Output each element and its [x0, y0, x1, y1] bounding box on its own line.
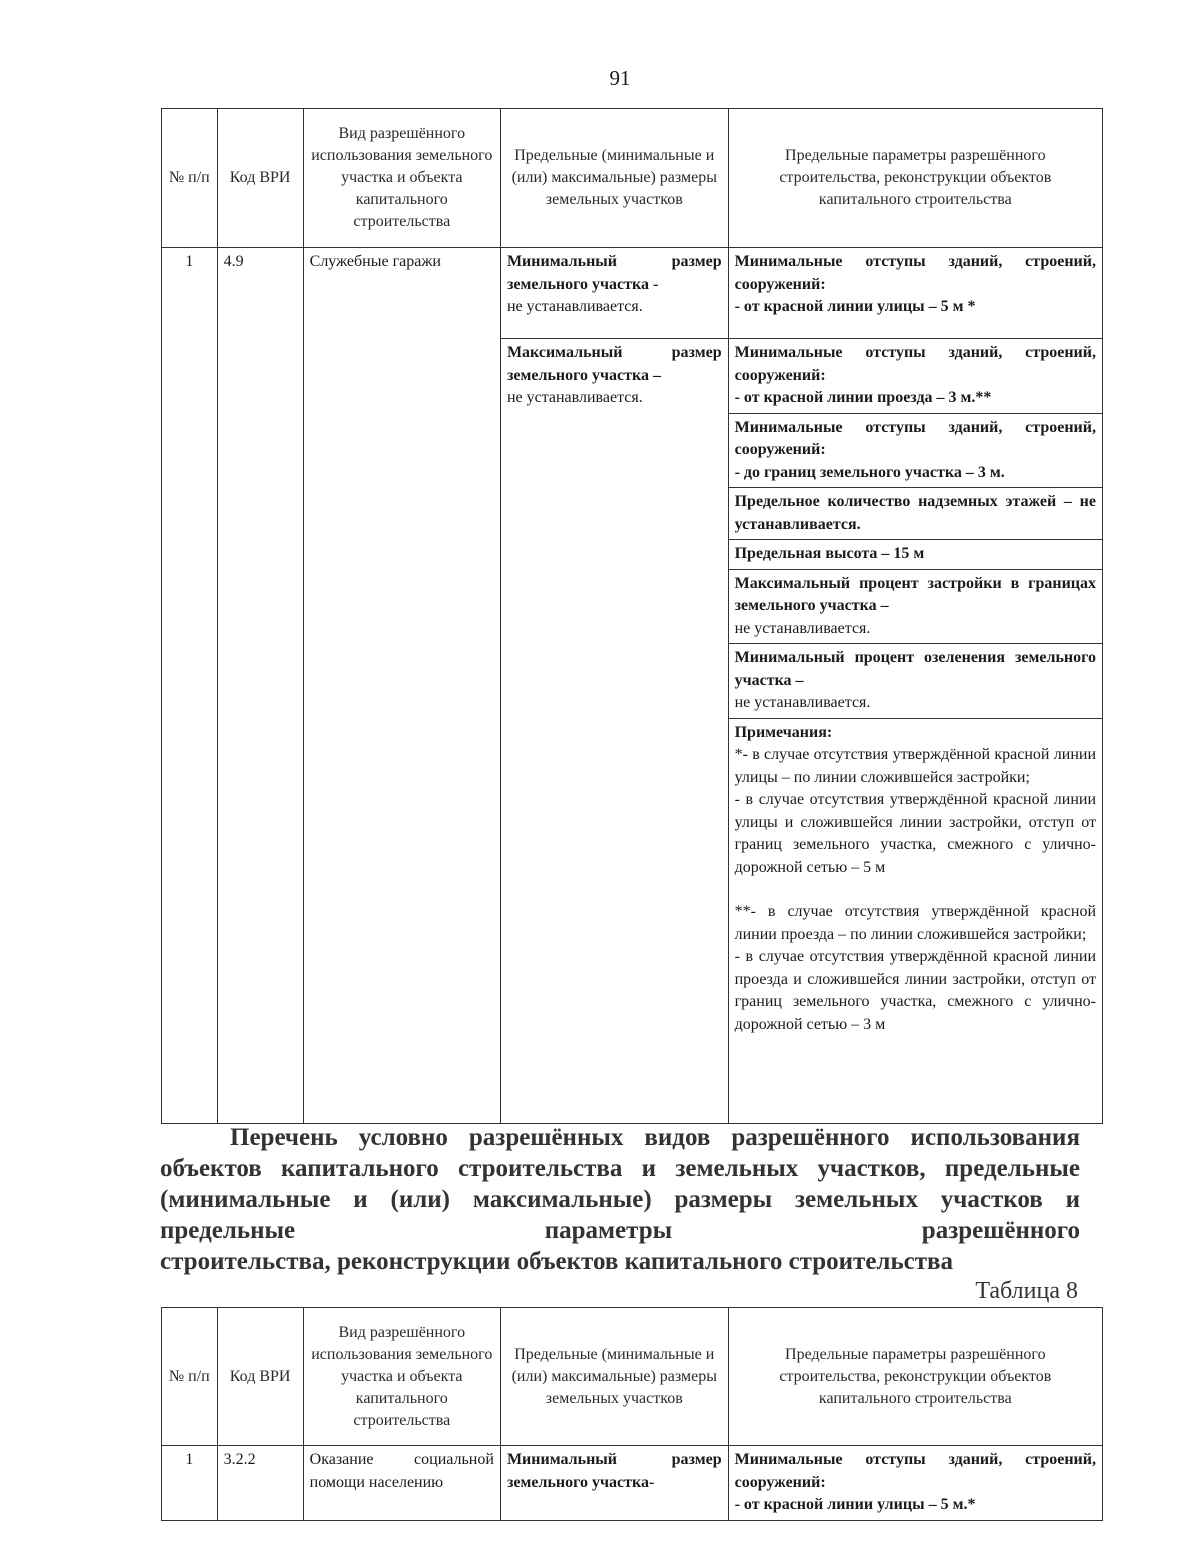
- header-use-type: Вид разрешённого использования земельного участка и объекта капитального строительства: [303, 109, 500, 248]
- row-use-type: Оказание социальной помощи населению: [303, 1446, 500, 1521]
- row-number: 1: [162, 248, 218, 1124]
- notes-title: Примечания:: [734, 723, 833, 741]
- note-1a: *- в случае отсутствия утверждённой красной линии улицы – по линии сложившейся застройки;: [734, 746, 1096, 786]
- min-plot-size-title: Минимальный размер земельного участка-: [500, 1446, 728, 1521]
- param-title: Минимальные отступы зданий, строений, сооружений:: [734, 1451, 1096, 1491]
- header-number: № п/п: [162, 1308, 218, 1446]
- note-2b: - в случае отсутствия утверждённой красной линии проезда и сложившейся линии застройки, отступ от границ земельного участка, смежного с улично-дорожной сетью – 3 м: [734, 948, 1096, 1033]
- param-title: Минимальные отступы зданий, строений, сооружений:: [734, 418, 1096, 458]
- table-header-row: [162, 109, 1103, 248]
- note-1b: - в случае отсутствия утверждённой красной линии улицы и сложившейся линии застройки, отступ от границ земельного участка, смежного с улично-дорожной сетью – 5 м: [734, 791, 1096, 876]
- param-max-height: Предельная высота – 15 м: [728, 540, 1102, 570]
- notes-cell: [728, 718, 1102, 1123]
- header-use-type: Вид разрешённого использования земельного участка и объекта капитального строительства: [303, 1308, 500, 1446]
- row-code: 3.2.2: [217, 1446, 303, 1521]
- table-header-row: [162, 1308, 1103, 1446]
- param-title: Максимальный процент застройки в границах земельного участка –: [734, 574, 1096, 614]
- section-heading-body: Перечень условно разрешённых видов разрешённого использования объектов капитального строительства и земельных участков, предельные (минимальные и (или) максимальные) размеры земельных участков и предельные параметры разрешённого: [160, 1124, 1080, 1244]
- header-construction-params: Предельные параметры разрешённого строительства, реконструкции объектов капитального строительства: [728, 109, 1102, 248]
- param-title: Минимальный процент озеленения земельного участка –: [734, 649, 1096, 689]
- header-code: Код ВРИ: [217, 109, 303, 248]
- row-number: 1: [162, 1446, 218, 1521]
- max-plot-size-cell: [500, 339, 728, 1124]
- section-heading-last-line: строительства, реконструкции объектов капитального строительства: [160, 1248, 954, 1275]
- note-spacer: [735, 879, 1096, 901]
- param-floors: Предельное количество надземных этажей – не устанавливается.: [728, 488, 1102, 540]
- min-plot-size-value: не устанавливается.: [506, 298, 643, 315]
- header-construction-params: Предельные параметры разрешённого строительства, реконструкции объектов капитального строительства: [728, 1308, 1102, 1446]
- row-use-type: Служебные гаражи: [303, 248, 500, 1124]
- conditional-use-table: [161, 1307, 1103, 1521]
- param-red-line-street: [728, 1446, 1102, 1521]
- table-row: [162, 248, 1103, 339]
- max-plot-size-title: Максимальный размер земельного участка –: [506, 344, 722, 384]
- param-title: Минимальные отступы зданий, строений, сооружений:: [734, 344, 1096, 384]
- param-title: Минимальные отступы зданий, строений, сооружений:: [734, 253, 1096, 293]
- param-plot-boundary: [728, 413, 1102, 488]
- param-value: - от красной линии проезда – 3 м.**: [734, 389, 992, 406]
- row-code: 4.9: [217, 248, 303, 1124]
- land-use-table: [161, 108, 1103, 1124]
- header-plot-size: Предельные (минимальные и (или) максимальные) размеры земельных участков: [500, 109, 728, 248]
- param-greening: [728, 644, 1102, 719]
- param-value: не устанавливается.: [734, 619, 871, 637]
- min-plot-size-title: Минимальный размер земельного участка -: [506, 253, 722, 293]
- param-value: не устанавливается.: [734, 694, 871, 711]
- header-code: Код ВРИ: [217, 1308, 303, 1446]
- param-value: - от красной линии улицы – 5 м *: [734, 298, 976, 315]
- header-number: № п/п: [162, 109, 218, 248]
- table-row: [162, 1446, 1103, 1521]
- param-value: - до границ земельного участка – 3 м.: [734, 463, 1005, 481]
- max-plot-size-value: не устанавливается.: [506, 389, 643, 406]
- min-plot-size-cell: [500, 248, 728, 339]
- param-red-line-street: [728, 248, 1102, 339]
- page-number: 91: [609, 66, 631, 90]
- param-building-coverage: [728, 569, 1102, 644]
- param-value: - от красной линии улицы – 5 м.*: [734, 1496, 976, 1513]
- header-plot-size: Предельные (минимальные и (или) максимальные) размеры земельных участков: [500, 1308, 728, 1446]
- section-heading: [160, 1122, 1080, 1277]
- table-caption: Таблица 8: [975, 1278, 1078, 1304]
- param-red-line-driveway: [728, 339, 1102, 414]
- note-2a: **- в случае отсутствия утверждённой красной линии проезда – по линии сложившейся застройки;: [734, 903, 1096, 943]
